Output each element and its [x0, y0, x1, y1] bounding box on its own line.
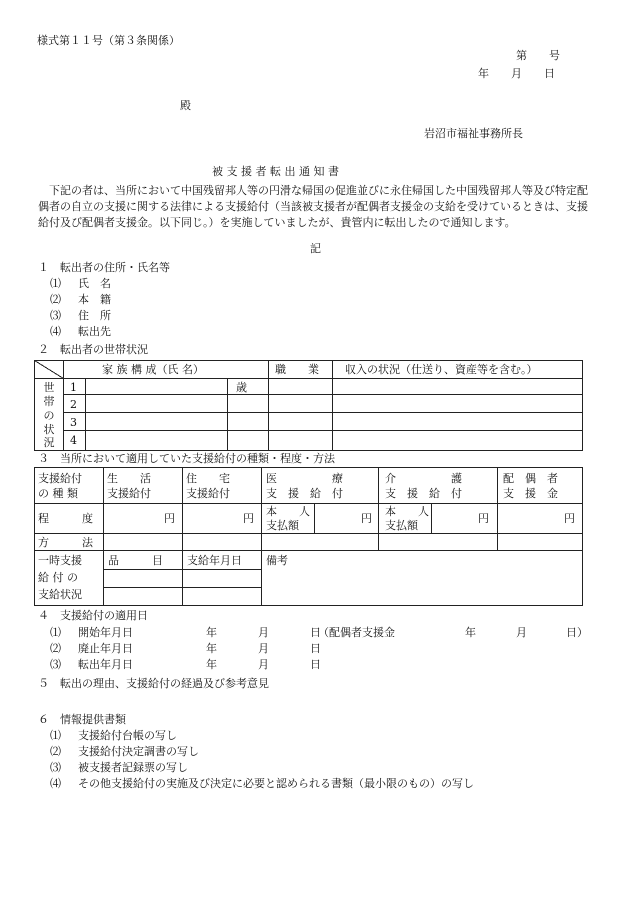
- lump-label: 支給状況: [38, 588, 82, 601]
- section6-item-text: 被支援者記録票の写し: [78, 761, 188, 774]
- yen-unit: 円: [361, 512, 372, 525]
- row-label-char: の: [43, 409, 55, 422]
- care-header: 支 援 給 付: [385, 487, 462, 500]
- document-number-label: 第 号: [516, 49, 560, 62]
- yen-unit: 円: [564, 512, 575, 525]
- living-header: 支援給付: [107, 487, 151, 500]
- year-unit: 年: [465, 626, 476, 639]
- living-header: 生 活: [107, 472, 151, 485]
- item-header: 品 目: [108, 554, 163, 567]
- self-pay-label: 本 人: [266, 505, 310, 518]
- spouse-header: 支 援 金: [503, 487, 558, 500]
- section1-item-label: 本 籍: [78, 293, 111, 306]
- yen-unit: 円: [478, 512, 489, 525]
- day-unit: 日: [310, 626, 321, 639]
- section1-item-label: 住 所: [78, 309, 111, 322]
- month-unit: 月: [258, 626, 269, 639]
- section4-heading: ４ 支援給付の適用日: [38, 609, 148, 622]
- intro-paragraph: 下記の者は、当所において中国残留邦人等の円滑な帰国の促進並びに永住帰国した中国残留邦人等及び特定配偶者の自立の支援に関する法律による支援給付（当該被支援者が配偶者支援金の支給を受けているときは、支援給付及び配偶者支援金。以下同じ。）を実施していましたが、貴管内に転出したので通知します。: [38, 184, 588, 229]
- year-unit: 年: [206, 642, 217, 655]
- medical-header: 医 療: [266, 472, 343, 485]
- col-job-header: 職 業: [275, 363, 319, 376]
- section4-row-no: ⑵: [50, 642, 61, 655]
- section6-item-no: ⑶: [50, 761, 61, 774]
- section1-item-no: ⑵: [50, 293, 61, 306]
- kind-header: 支援給付: [38, 472, 82, 485]
- pay-date-header: 支給年月日: [187, 554, 242, 567]
- day-unit: 日: [310, 658, 321, 671]
- section1-heading: １ 転出者の住所・氏名等: [38, 261, 170, 274]
- row-number: 4: [70, 434, 77, 447]
- self-pay-label: 支払額: [385, 519, 418, 532]
- self-pay-label: 本 人: [385, 505, 429, 518]
- section5-heading: ５ 転出の理由、支援給付の経過及び参考意見: [38, 677, 269, 690]
- spouse-date-close: 日）: [566, 626, 588, 639]
- row-label-char: 状: [43, 423, 55, 436]
- housing-header: 住 宅: [186, 472, 230, 485]
- care-header: 介 護: [385, 472, 462, 485]
- section2-heading: ２ 転出者の世帯状況: [38, 343, 148, 356]
- age-unit: 歳: [236, 381, 247, 394]
- section4-row-no: ⑴: [50, 626, 61, 639]
- section1-item-no: ⑷: [50, 325, 61, 338]
- month-unit: 月: [258, 642, 269, 655]
- spouse-date-note: （配偶者支援金: [318, 626, 395, 639]
- month-unit: 月: [516, 626, 527, 639]
- document-title: 被 支 援 者 転 出 通 知 書: [212, 165, 339, 178]
- degree-label: 程 度: [38, 512, 93, 525]
- addressee-suffix: 殿: [180, 99, 191, 112]
- lump-label: 給 付 の: [38, 571, 78, 584]
- row-label-char: 世: [43, 381, 55, 394]
- section6-item-text: その他支援給付の実施及び決定に必要と認められる書類（最小限のもの）の写し: [78, 777, 474, 790]
- section4-row-label: 廃止年月日: [78, 642, 133, 655]
- row-number: 3: [70, 416, 77, 429]
- section6-item-no: ⑴: [50, 729, 61, 742]
- method-label: 方 法: [38, 536, 93, 549]
- row-label-char: 帯: [43, 395, 55, 408]
- ki-mark: 記: [310, 242, 321, 255]
- remarks-label: 備考: [266, 554, 288, 567]
- section4-row-no: ⑶: [50, 658, 61, 671]
- month-unit: 月: [258, 658, 269, 671]
- date-label: 年 月 日: [478, 67, 555, 80]
- sender-name: 岩沼市福祉事務所長: [424, 127, 523, 140]
- section6-item-no: ⑷: [50, 777, 61, 790]
- year-unit: 年: [206, 626, 217, 639]
- yen-unit: 円: [164, 512, 175, 525]
- section6-item-text: 支援給付決定調書の写し: [78, 745, 199, 758]
- year-unit: 年: [206, 658, 217, 671]
- col-family-header: 家 族 構 成（氏 名）: [102, 363, 204, 376]
- section4-row-label: 転出年月日: [78, 658, 133, 671]
- self-pay-label: 支払額: [266, 519, 299, 532]
- row-label-char: 況: [43, 436, 55, 449]
- section1-item-label: 氏 名: [78, 277, 111, 290]
- row-number: 1: [70, 381, 77, 394]
- medical-header: 支 援 給 付: [266, 487, 343, 500]
- section3-heading: ３ 当所において適用していた支援給付の種類・程度・方法: [38, 452, 335, 465]
- section6-item-text: 支援給付台帳の写し: [78, 729, 177, 742]
- form-number: 様式第１１号（第３条関係）: [37, 34, 180, 47]
- section4-row-label: 開始年月日: [78, 626, 133, 639]
- yen-unit: 円: [243, 512, 254, 525]
- section6-heading: ６ 情報提供書類: [38, 713, 126, 726]
- row-number: 2: [70, 398, 77, 411]
- section1-item-label: 転出先: [78, 325, 111, 338]
- section6-item-no: ⑵: [50, 745, 61, 758]
- col-income-header: 収入の状況（仕送り、資産等を含む。）: [345, 363, 538, 376]
- section1-item-no: ⑶: [50, 309, 61, 322]
- kind-header: の 種 類: [38, 487, 78, 500]
- spouse-header: 配 偶 者: [503, 472, 558, 485]
- section1-item-no: ⑴: [50, 277, 61, 290]
- housing-header: 支援給付: [186, 487, 230, 500]
- day-unit: 日: [310, 642, 321, 655]
- lump-label: 一時支援: [38, 554, 82, 567]
